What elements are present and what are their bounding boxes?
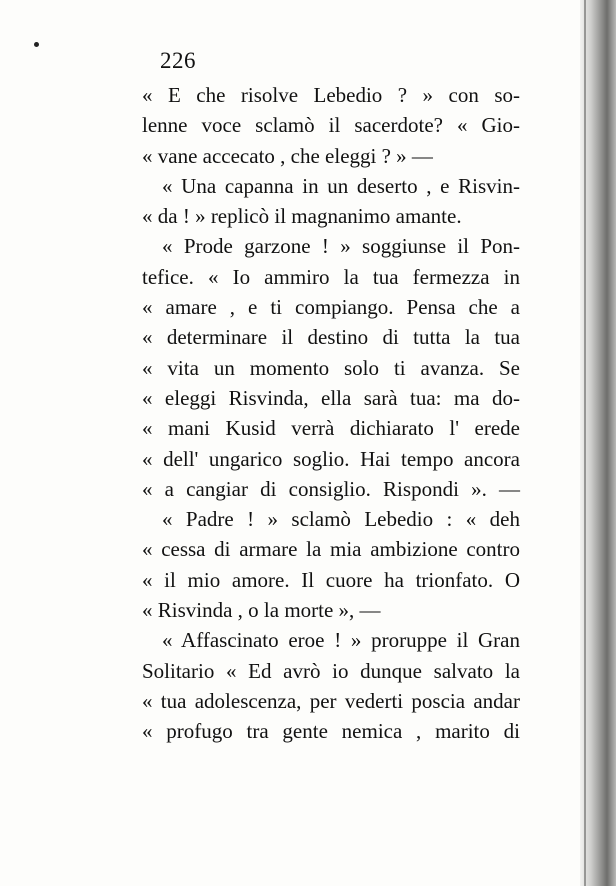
text-line: « amare , e ti compiango. Pensa che a bbox=[142, 295, 520, 320]
text-line: Solitario « Ed avrò io dunque salvato la bbox=[142, 658, 520, 683]
text-line: « Prode garzone ! » soggiunse il Pon- bbox=[162, 234, 520, 259]
text-line: « da ! » replicò il magnanimo amante. bbox=[142, 204, 462, 229]
page-number: 226 bbox=[160, 48, 196, 73]
text-line: « eleggi Risvinda, ella sarà tua: ma do- bbox=[142, 385, 520, 410]
text-line: « vane accecato , che eleggi ? » — bbox=[142, 143, 433, 168]
text-line: « cessa di armare la mia ambizione contro bbox=[142, 537, 520, 562]
text-line: « il mio amore. Il cuore ha trionfato. O bbox=[142, 567, 520, 592]
binding-shadow-line bbox=[584, 0, 586, 886]
text-line: lenne voce sclamò il sacerdote? « Gio- bbox=[142, 113, 520, 138]
text-line: « determinare il destino di tutta la tua bbox=[142, 325, 520, 350]
ink-speck bbox=[34, 42, 39, 47]
text-line: « Risvinda , o la morte », — bbox=[142, 598, 381, 623]
text-line: « vita un momento solo ti avanza. Se bbox=[142, 355, 520, 380]
text-line: « tua adolescenza, per vederti poscia andar bbox=[142, 688, 520, 713]
text-line: « a cangiar di consiglio. Rispondi ». — bbox=[142, 476, 520, 501]
text-line: « Una capanna in un deserto , e Risvin- bbox=[162, 173, 520, 198]
text-line: « Padre ! » sclamò Lebedio : « deh bbox=[162, 507, 520, 532]
text-line: tefice. « Io ammiro la tua fermezza in bbox=[142, 264, 520, 289]
body-text bbox=[142, 80, 520, 747]
text-line: « Affascinato eroe ! » proruppe il Gran bbox=[162, 628, 520, 653]
text-line: « dell' ungarico soglio. Hai tempo ancora bbox=[142, 446, 520, 471]
text-line: « E che risolve Lebedio ? » con so- bbox=[142, 83, 520, 107]
text-line: « mani Kusid verrà dichiarato l' erede bbox=[142, 416, 520, 441]
text-line: « profugo tra gente nemica , marito di bbox=[142, 719, 520, 744]
